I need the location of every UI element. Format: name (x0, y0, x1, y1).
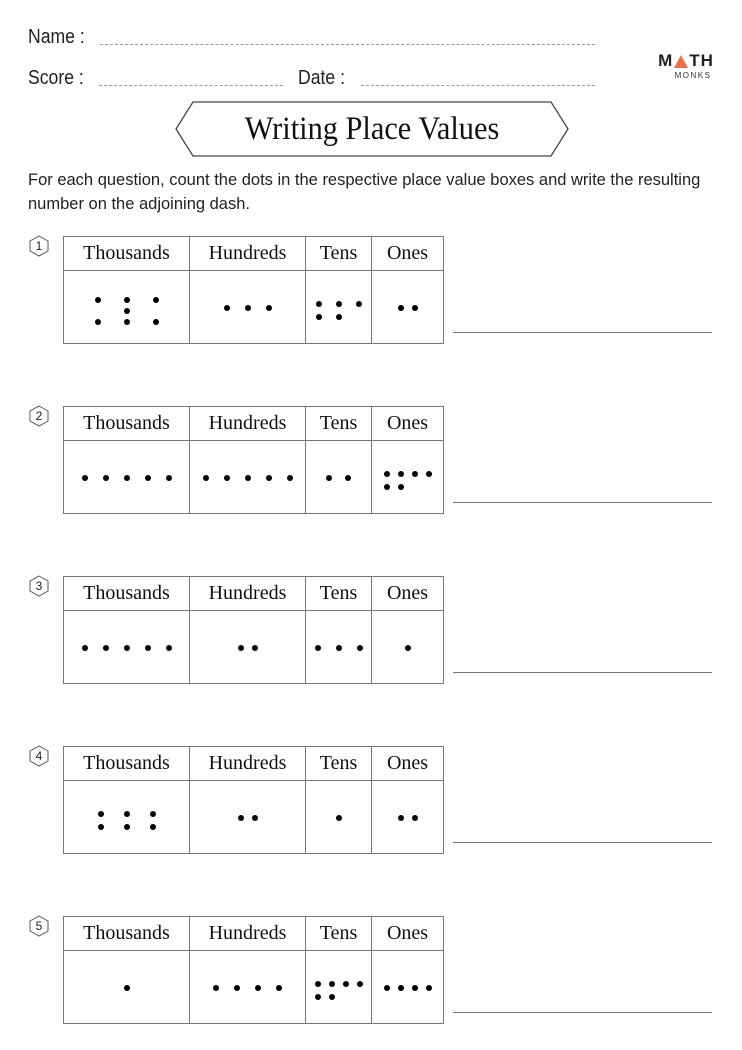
dot-icon (412, 305, 418, 311)
dot-icon (329, 994, 335, 1000)
dot-group (213, 985, 282, 991)
dot-group (82, 645, 172, 651)
dot-icon (398, 471, 404, 477)
dot-icon (276, 985, 282, 991)
question-number: 3 (35, 579, 43, 593)
question-number: 1 (35, 239, 43, 253)
score-label: Score : (28, 67, 84, 89)
header-tens: Tens (306, 917, 372, 951)
dot-icon (245, 475, 251, 481)
dot-group (384, 471, 432, 490)
header-tens: Tens (306, 237, 372, 271)
dot-icon (326, 475, 332, 481)
question-number-badge (28, 235, 50, 257)
dot-icon (238, 815, 244, 821)
cell-tens (306, 271, 372, 344)
dot-icon (224, 475, 230, 481)
dot-icon (124, 824, 130, 830)
dot-icon (95, 297, 101, 303)
cell-ones (372, 781, 444, 854)
dot-icon (82, 475, 88, 481)
cell-tens (306, 611, 372, 684)
cell-ones (372, 271, 444, 344)
answer-line[interactable] (453, 332, 712, 333)
answer-line[interactable] (453, 1012, 712, 1013)
score-field[interactable] (99, 85, 283, 86)
dot-icon (103, 645, 109, 651)
dot-icon (315, 981, 321, 987)
header-thousands: Thousands (64, 237, 190, 271)
dot-icon (336, 815, 342, 821)
dot-group (336, 815, 342, 821)
dot-icon (398, 815, 404, 821)
name-field[interactable] (100, 44, 595, 45)
header-ones: Ones (372, 407, 444, 441)
answer-line[interactable] (453, 672, 712, 673)
question-2 (0, 402, 742, 512)
dot-icon (336, 645, 342, 651)
dot-icon (357, 981, 363, 987)
cell-thousands (64, 441, 190, 514)
cell-hundreds (190, 441, 306, 514)
dot-icon (238, 645, 244, 651)
dot-icon (224, 305, 230, 311)
date-field[interactable] (361, 85, 595, 86)
logo-subtext: MONKS (674, 71, 712, 80)
cell-hundreds (190, 951, 306, 1024)
header-hundreds: Hundreds (190, 917, 306, 951)
dot-icon (356, 301, 362, 307)
dot-icon (329, 981, 335, 987)
dot-icon (412, 815, 418, 821)
dot-group (384, 985, 432, 991)
dot-icon (255, 985, 261, 991)
cell-thousands (64, 611, 190, 684)
dot-icon (98, 811, 104, 817)
dot-group (224, 305, 272, 311)
dot-icon (384, 471, 390, 477)
math-monks-logo (656, 52, 716, 80)
dot-group (238, 815, 258, 821)
dot-group (95, 297, 159, 325)
dot-icon (398, 985, 404, 991)
dot-icon (315, 994, 321, 1000)
dot-icon (166, 475, 172, 481)
dot-icon (82, 645, 88, 651)
dot-icon (245, 305, 251, 311)
dot-icon (103, 475, 109, 481)
dot-icon (316, 314, 322, 320)
answer-line[interactable] (453, 842, 712, 843)
logo-text-th: TH (689, 51, 714, 70)
place-value-table (63, 916, 444, 1024)
question-3 (0, 572, 742, 682)
dot-icon (124, 811, 130, 817)
cell-ones (372, 611, 444, 684)
dot-group (82, 475, 172, 481)
dot-group (315, 981, 363, 1000)
question-1 (0, 232, 742, 342)
dot-icon (98, 824, 104, 830)
cell-thousands (64, 781, 190, 854)
dot-group (405, 645, 411, 651)
dot-icon (384, 484, 390, 490)
header-ones: Ones (372, 917, 444, 951)
header-thousands: Thousands (64, 407, 190, 441)
question-number: 4 (35, 749, 43, 763)
header-tens: Tens (306, 577, 372, 611)
place-value-table (63, 406, 444, 514)
dot-group (398, 305, 418, 311)
cell-thousands (64, 951, 190, 1024)
cell-ones (372, 951, 444, 1024)
cell-hundreds (190, 271, 306, 344)
question-number: 5 (35, 919, 43, 933)
logo-text-m: M (658, 51, 674, 70)
page-title: Writing Place Values (244, 111, 500, 147)
dot-icon (398, 484, 404, 490)
header-thousands: Thousands (64, 747, 190, 781)
title-banner (175, 101, 569, 157)
instructions: For each question, count the dots in the respective place value boxes and write the resulting number on the adjoining dash. (28, 171, 701, 213)
dot-icon (252, 815, 258, 821)
place-value-table (63, 236, 444, 344)
dot-icon (124, 985, 130, 991)
header-hundreds: Hundreds (190, 747, 306, 781)
dot-icon (252, 645, 258, 651)
header-ones: Ones (372, 237, 444, 271)
question-number: 2 (35, 409, 43, 423)
dot-icon (150, 824, 156, 830)
dot-icon (316, 301, 322, 307)
dot-icon (266, 475, 272, 481)
dot-icon (124, 645, 130, 651)
header-tens: Tens (306, 407, 372, 441)
dot-icon (266, 305, 272, 311)
name-label: Name : (28, 26, 85, 48)
dot-icon (166, 645, 172, 651)
date-label: Date : (298, 67, 345, 89)
dot-icon (124, 297, 130, 303)
dot-icon (426, 985, 432, 991)
dot-group (203, 475, 293, 481)
dot-icon (145, 645, 151, 651)
dot-icon (203, 475, 209, 481)
dot-group (98, 811, 156, 830)
dot-icon (153, 297, 159, 303)
dot-icon (398, 305, 404, 311)
header-hundreds: Hundreds (190, 577, 306, 611)
dot-icon (345, 475, 351, 481)
dot-icon (153, 319, 159, 325)
dot-icon (405, 645, 411, 651)
question-4 (0, 742, 742, 852)
dot-icon (124, 308, 130, 314)
question-number-badge (28, 575, 50, 597)
dot-group (124, 985, 130, 991)
dot-icon (315, 645, 321, 651)
header-thousands: Thousands (64, 917, 190, 951)
cell-tens (306, 441, 372, 514)
dot-icon (213, 985, 219, 991)
header-thousands: Thousands (64, 577, 190, 611)
cell-hundreds (190, 781, 306, 854)
place-value-table (63, 576, 444, 684)
header-hundreds: Hundreds (190, 237, 306, 271)
dot-icon (336, 314, 342, 320)
dot-group (316, 301, 362, 320)
header-tens: Tens (306, 747, 372, 781)
dot-icon (150, 811, 156, 817)
cell-thousands (64, 271, 190, 344)
cell-tens (306, 781, 372, 854)
question-number-badge (28, 405, 50, 427)
dot-icon (234, 985, 240, 991)
dot-icon (336, 301, 342, 307)
cell-tens (306, 951, 372, 1024)
triangle-icon (674, 55, 688, 68)
dot-icon (343, 981, 349, 987)
header-ones: Ones (372, 577, 444, 611)
dot-group (238, 645, 258, 651)
dot-icon (95, 319, 101, 325)
dot-icon (412, 471, 418, 477)
place-value-table (63, 746, 444, 854)
dot-icon (124, 319, 130, 325)
dot-icon (124, 475, 130, 481)
dot-icon (384, 985, 390, 991)
dot-icon (287, 475, 293, 481)
cell-ones (372, 441, 444, 514)
header-hundreds: Hundreds (190, 407, 306, 441)
dot-group (315, 645, 363, 651)
cell-hundreds (190, 611, 306, 684)
question-5 (0, 912, 742, 1022)
dot-icon (426, 471, 432, 477)
header-ones: Ones (372, 747, 444, 781)
dot-icon (357, 645, 363, 651)
dot-group (326, 475, 351, 481)
question-number-badge (28, 745, 50, 767)
answer-line[interactable] (453, 502, 712, 503)
dot-icon (412, 985, 418, 991)
dot-group (398, 815, 418, 821)
question-number-badge (28, 915, 50, 937)
dot-icon (145, 475, 151, 481)
